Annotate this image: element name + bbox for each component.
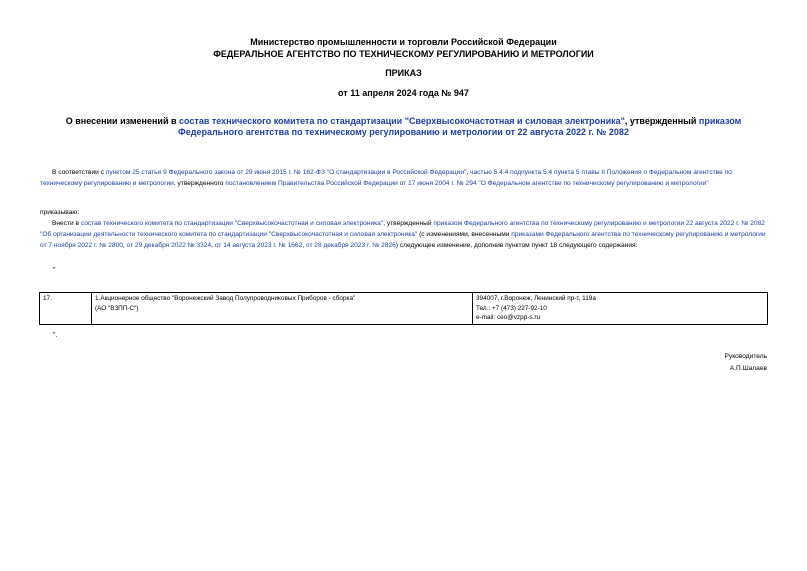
agency-name: ФЕДЕРАЛЬНОЕ АГЕНТСТВО ПО ТЕХНИЧЕСКОМУ РЕГУЛИРОВАНИЮ И МЕТРОЛОГИИ xyxy=(213,49,594,59)
basis-paragraph xyxy=(40,167,768,189)
paragraph-text: Внести в xyxy=(52,220,81,227)
table-row xyxy=(40,293,768,325)
order-link[interactable]: приказом Федерального агентства по техническому регулированию и метрологии 22 августа 2022 г. № 2082 "Об организации деятельности технического комитета по стандартизации "Сверхвысокочастотная и силовая электроника" xyxy=(40,220,765,238)
order-title: ПРИКАЗ xyxy=(385,68,422,78)
law-link[interactable]: пунктом 25 статьи 9 Федерального закона от 29 июня 2015 г. № 162-ФЗ "О стандартизации в Российской Федерации" xyxy=(105,169,467,176)
ordered-label: приказываю: xyxy=(40,209,80,216)
subject-text: О внесении изменений в xyxy=(65,116,180,126)
paragraph-text: , xyxy=(302,242,306,249)
amending-order-link[interactable]: от 29 декабря 2022 № 3324 xyxy=(126,242,212,249)
order-date: от 11 апреля 2024 года № 947 xyxy=(338,88,469,98)
signatory-name: А.П.Шалаев xyxy=(729,365,767,372)
organization-short-name: (АО "ВЗПП-С") xyxy=(95,304,139,312)
committee-link[interactable]: состав технического комитета по стандартизации "Сверхвысокочастотная и силовая электроника" xyxy=(80,220,384,227)
amending-order-link[interactable]: от 14 августа 2023 г. № 1662 xyxy=(214,242,303,249)
amending-order-link[interactable]: приказами Федерального агентства по техническому регулированию и метрологии от 7 ноября 2022 г. № 2800 xyxy=(40,231,766,249)
paragraph-text: , xyxy=(122,242,127,249)
paragraph-text: (с изменениями, внесенными xyxy=(417,231,512,238)
resolution-link[interactable]: постановлением Правительства Российской Федерации от 17 июня 2004 г. № 294 "О Федеральном агентстве по техническому регулированию и метрологии" xyxy=(225,180,709,187)
organization-name: 1.Акционерное общество "Воронежский Завод Полупроводниковых Приборов - сборка" xyxy=(95,295,356,302)
quote-open: " xyxy=(53,267,56,274)
address: 394007, г.Воронеж, Ленинский пр-т, 119а xyxy=(476,295,596,302)
amendment-table xyxy=(39,292,768,325)
address-cell xyxy=(473,293,768,325)
paragraph-text: , утвержденного xyxy=(173,180,226,187)
amendment-paragraph xyxy=(40,218,768,251)
document-header xyxy=(0,36,807,60)
subject-text: , утвержденный xyxy=(624,116,699,126)
quote-close: ". xyxy=(53,332,58,339)
paragraph-text: , утвержденный xyxy=(383,220,434,227)
order-subject xyxy=(60,116,747,138)
amending-order-link[interactable]: от 28 декабря 2023 г. № 2826 xyxy=(305,242,396,249)
organization-cell xyxy=(92,293,473,325)
email: e-mail: ceo@vzpp-s.ru xyxy=(476,314,541,321)
ministry-name: Министерство промышленности и торговли Российской Федерации xyxy=(250,37,557,47)
paragraph-text: , xyxy=(211,242,215,249)
phone: Тел.: +7 (473) 227-92-10 xyxy=(476,304,547,312)
regulation-link[interactable]: частью 5.4.4 подпункта 5.4 пункта 5 главы II Положения о Федеральном агентстве по техническому регулированию и метрологии xyxy=(40,169,732,187)
order-link[interactable]: приказом Федерального агентства по техническому регулированию и метрологии от 22 августа 2022 г. № 2082 xyxy=(178,116,742,137)
paragraph-text: , xyxy=(466,169,471,176)
paragraph-text: ) следующее изменение, дополнив пунктом пункт 18 следующего содержания: xyxy=(395,242,638,249)
committee-link[interactable]: состав технического комитета по стандартизации "Сверхвысокочастотная и силовая электроника" xyxy=(179,116,625,126)
signatory-role: Руководитель xyxy=(724,353,767,360)
row-number: 17. xyxy=(40,293,92,325)
paragraph-text: В соответствии с xyxy=(52,169,106,176)
